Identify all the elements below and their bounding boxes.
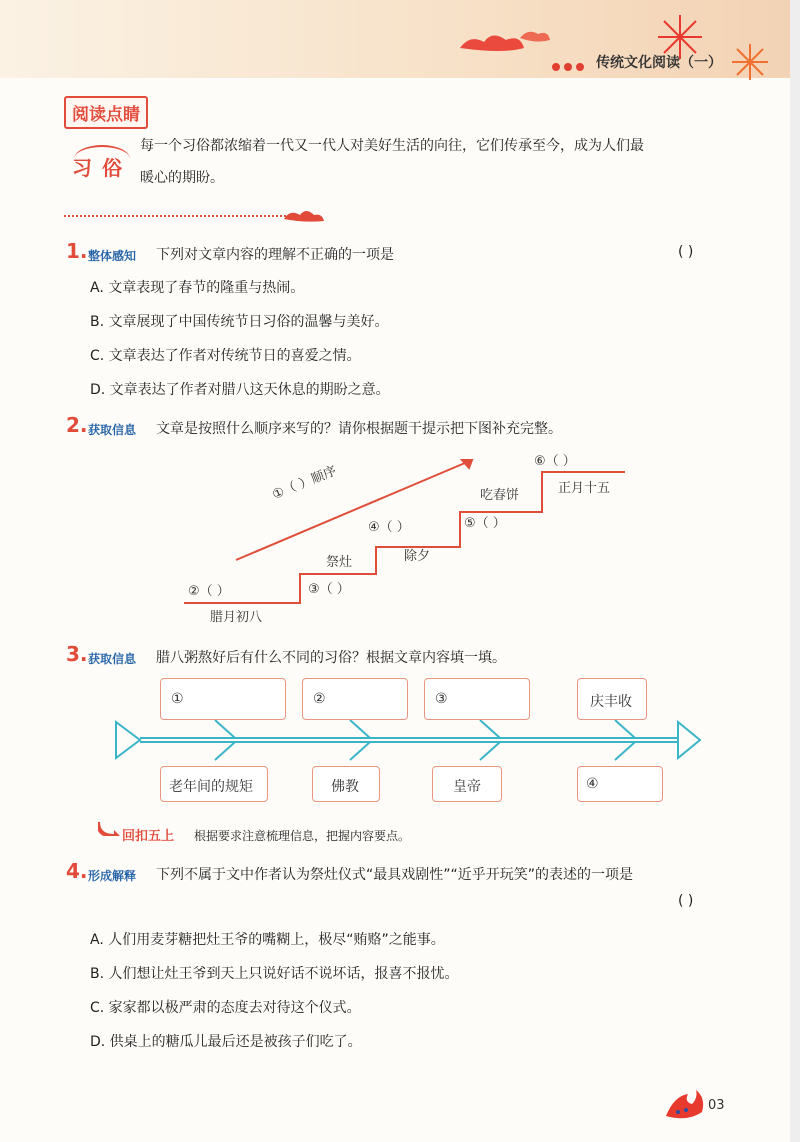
question-text: 文章是按照什么顺序来写的？请你根据题干提示把下图补充完整。 (156, 421, 562, 437)
fishbone-diagram (110, 716, 710, 766)
answer-box-2[interactable] (302, 678, 408, 720)
header-dots (552, 56, 588, 75)
option-a: A. 人们用麦芽糖把灶王爷的嘴糊上，极尽“贿赂”之能事。 (90, 932, 445, 948)
label-laba: 腊月初八 (210, 610, 263, 625)
intro-line-1: 每一个习俗都浓缩着一代又一代人对美好生活的向往，它们传承至今，成为人们最 (140, 138, 644, 154)
blank-4[interactable]: ④（ ） (368, 520, 410, 535)
answer-box-1[interactable] (160, 678, 286, 720)
answer-box-3[interactable] (424, 678, 530, 720)
section-title: 阅读点睛 (64, 96, 148, 129)
option-d: D. 文章表达了作者对腊八这天休息的期盼之意。 (90, 382, 390, 398)
divider (64, 215, 294, 217)
label-chichunbing: 吃春饼 (480, 488, 520, 503)
firework-icon (730, 42, 770, 82)
label-jizao: 祭灶 (326, 555, 353, 570)
box-laonianjian (160, 766, 268, 802)
box-fojiao (312, 766, 380, 802)
page-edge (790, 0, 800, 1142)
option-a: A. 文章表现了春节的隆重与热闹。 (90, 280, 305, 296)
blank-5[interactable]: ⑤（ ） (464, 516, 506, 531)
box-label: ③ (435, 691, 448, 707)
question-tag: 整体感知 (88, 249, 137, 263)
box-label: 庆丰收 (590, 694, 632, 710)
box-label: 老年间的规矩 (169, 779, 253, 795)
intro-line-2: 暖心的期盼。 (140, 170, 224, 186)
question-number: 1. (66, 239, 88, 263)
blank-6[interactable]: ⑥（ ） (534, 454, 576, 469)
option-b: B. 文章展现了中国传统节日习俗的温馨与美好。 (90, 314, 389, 330)
cloud-icon (280, 205, 330, 225)
question-text: 腊八粥熬好后有什么不同的习俗？根据文章内容填一填。 (156, 650, 506, 666)
option-c: C. 文章表达了作者对传统节日的喜爱之情。 (90, 348, 361, 364)
blank-1-order[interactable]: ①（ ）顺序 (270, 463, 339, 503)
box-label: 佛教 (331, 779, 359, 795)
tip-text: 根据要求注意梳理信息，把握内容要点。 (194, 829, 411, 843)
box-huangdi (432, 766, 502, 802)
box-label: ② (313, 691, 326, 707)
label-chuxi: 除夕 (404, 549, 431, 564)
question-number: 4. (66, 859, 88, 883)
flame-icon (660, 1082, 708, 1122)
option-b: B. 人们想让灶王爷到天上只说好话不说坏话，报喜不报忧。 (90, 966, 459, 982)
header-title: 传统文化阅读（一） (596, 55, 722, 71)
option-c: C. 家家都以极严肃的态度去对待这个仪式。 (90, 1000, 361, 1016)
answer-bracket[interactable]: ( ) (678, 244, 694, 260)
question-text: 下列不属于文中作者认为祭灶仪式“最具戏剧性”“近乎开玩笑”的表述的一项是 (156, 867, 634, 883)
arrow-icon (98, 820, 120, 836)
box-qingfengshou (577, 678, 647, 720)
keyword-label: 习俗 (72, 156, 132, 180)
page-number: 03 (708, 1098, 725, 1113)
box-label: ④ (586, 776, 599, 792)
question-tag: 获取信息 (88, 423, 137, 437)
blank-2[interactable]: ②（ ） (188, 584, 230, 599)
question-number: 2. (66, 413, 88, 437)
answer-box-4[interactable] (577, 766, 663, 802)
question-tag: 获取信息 (88, 652, 137, 666)
option-d: D. 供桌上的糖瓜儿最后还是被孩子们吃了。 (90, 1034, 362, 1050)
question-text: 下列对文章内容的理解不正确的一项是 (156, 247, 394, 263)
label-zhengyue: 正月十五 (558, 481, 611, 496)
answer-bracket[interactable]: ( ) (678, 893, 694, 909)
blank-3[interactable]: ③（ ） (308, 582, 350, 597)
box-label: ① (171, 691, 184, 707)
question-number: 3. (66, 642, 88, 666)
box-label: 皇帝 (453, 779, 481, 795)
timeline-staircase (170, 450, 650, 610)
tip-label: 回扣五上 (122, 829, 175, 844)
question-tag: 形成解释 (88, 869, 137, 883)
